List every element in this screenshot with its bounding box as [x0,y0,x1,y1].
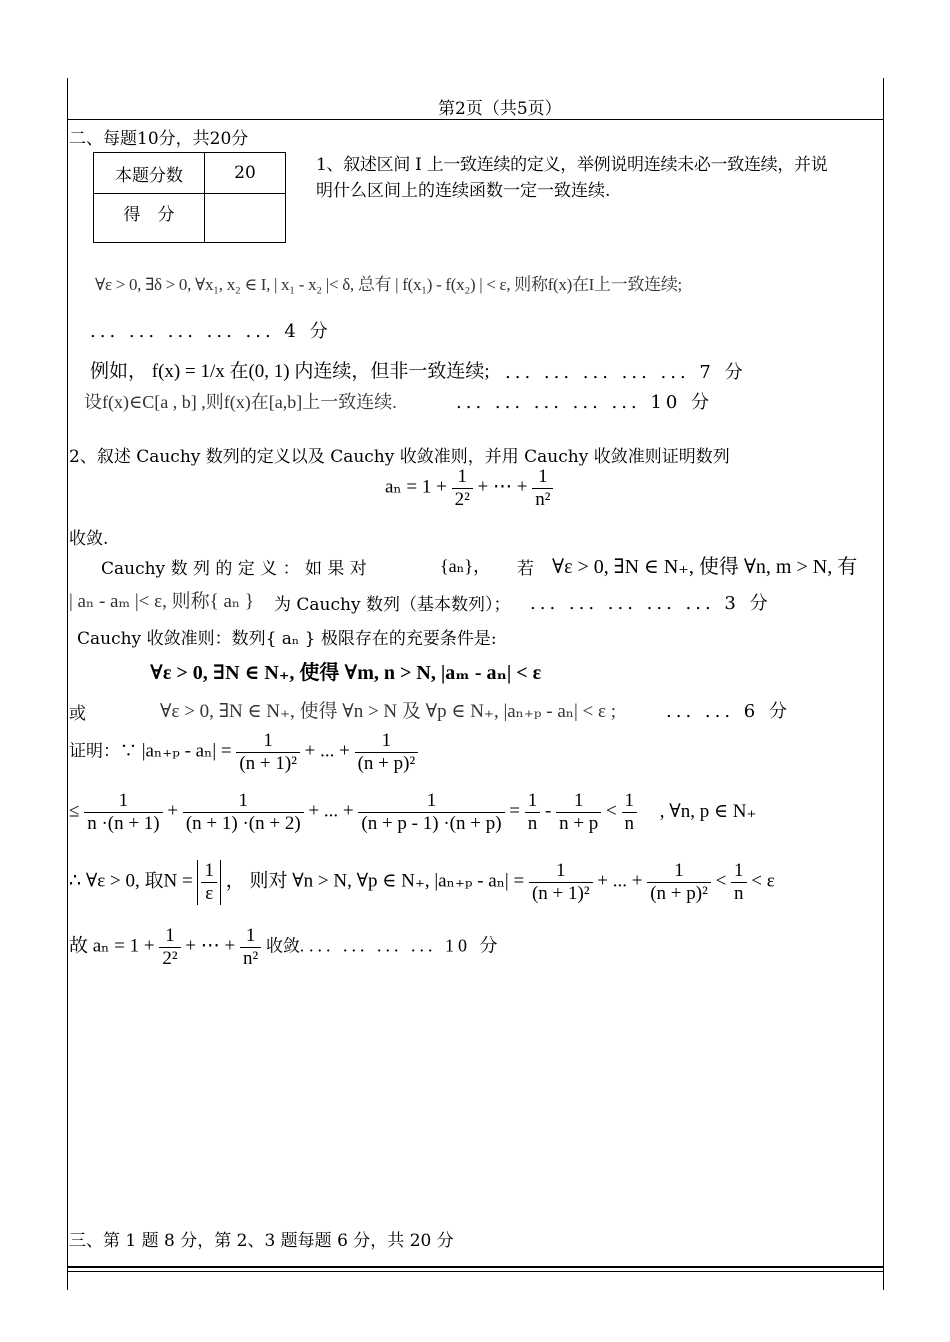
q2-converge-text: 收敛. [69,529,109,549]
page-label: 第2页（共5页） [438,99,562,119]
proof-line2 [69,790,757,835]
proof-l2-tail: , ∀n, p ∈ N₊ [659,800,757,822]
criterion-bold: ∀ε > 0, ∃N ∈ N₊, 使得 ∀m, n > N, |aₘ - aₙ| < ε [150,662,542,684]
proof-l3-f2-num: 1 [647,860,711,883]
q1-example: 例如， f(x) = 1/x 在(0, 1) 内连续，但非一致连续; [90,361,490,382]
proof-l3-f3-den: n [734,882,744,904]
right-border-line [883,78,884,1290]
criterion-or: 或 [69,704,86,724]
criterion-intro: Cauchy 收敛准则：数列{ aₙ } 极限存在的充要条件是: [77,629,497,649]
proof-l2-f4-den: n [527,812,538,834]
proof-l2-f1-den: n ·(n + 1) [87,812,160,834]
sequence-frac1-den: 2² [454,488,470,510]
proof-f2-den: (n + p)² [357,752,416,774]
proof-l3-mid: ， 则对 ∀n > N, ∀p ∈ N₊, |aₙ₊ₚ - aₙ| = [225,870,525,892]
proof-l2-minus: - [545,800,552,822]
proof-l2-f6-num: 1 [622,790,638,813]
conclusion-f1-num: 1 [159,925,180,948]
proof-l2-eq: = [509,800,520,822]
proof-l2-f3-den: (n + p - 1) ·(n + p) [361,812,502,834]
cauchy-def-line1-if: 若 [517,559,534,579]
score-table [93,152,286,243]
proof-l3-dots: + ... + [597,870,643,892]
proof-l2-dots: + ... + [308,800,354,822]
cauchy-def-line2-text: 为 Cauchy 数列（基本数列）； [274,595,511,615]
q1-prompt-line2: 明什么区间上的连续函数一定一致连续. [316,181,611,201]
proof-l2-f5-den: n + p [559,812,599,834]
label-points: 本题分数 [94,153,205,194]
proof-f1-den: (n + 1)² [239,752,297,774]
proof-l3-f2-den: (n + p)² [650,882,708,904]
cauchy-def-line1-math: ∀ε > 0, ∃N ∈ N₊, 使得 ∀n, m > N, 有 [552,556,858,578]
proof-l3-f1-num: 1 [529,860,593,883]
sequence-formula [385,466,553,511]
conclusion-head: 故 aₙ = 1 + [69,935,155,957]
proof-l3-lt: < [715,870,727,892]
q1-definition-score: ... ... ... ... ... 4 分 [90,321,332,342]
proof-line3 [69,860,775,905]
points-value: 20 [205,153,286,194]
conclusion-f2-den: n² [242,947,259,969]
label-score: 得 分 [94,194,205,243]
proof-l3-bracket-den: ε [205,882,214,904]
proof-l2-f1-num: 1 [84,790,162,813]
proof-l2-plus: + [167,800,179,822]
proof-l2-f5-num: 1 [556,790,601,813]
conclusion-f2-num: 1 [240,925,261,948]
cauchy-def-line1-text: Cauchy 数 列 的 定 义 ： 如 果 对 [101,559,367,579]
proof-l3-tail: < ε [751,870,775,892]
header-rule [68,119,883,120]
proof-plus-dots: + ... + [304,740,350,762]
cauchy-def-line2-math: | aₙ - aₘ |< ε, 则称{ aₙ } [69,591,255,612]
q1-theorem-score: ... ... ... ... ... 10 分 [456,392,714,413]
proof-label: 证明：∵ [69,741,137,761]
proof-f2-num: 1 [355,730,419,753]
sequence-frac2-den: n² [535,488,551,510]
section2-title: 二、每题10分，共20分 [69,129,249,149]
left-border-line [67,78,68,1290]
sequence-frac1-num: 1 [452,466,473,489]
proof-l2-f4-num: 1 [525,790,541,813]
conclusion-line [69,925,501,970]
proof-l2-lt: < [606,800,617,822]
proof-line3-head: ∴ ∀ε > 0, 取N = [69,870,193,892]
conclusion-f1-den: 2² [162,947,178,969]
q1-definition: ∀ε > 0, ∃δ > 0, ∀x₁, x₂ ∈ I, | x₁ - x₂ |< δ, 总有 | f(x₁) - f(x₂) | < ε, 则称f(x)在I上一致连续; [95,275,682,294]
criterion-score: ... ... 6 分 [666,701,791,722]
proof-line1 [69,730,418,775]
q1-theorem: 设f(x)∈C[a , b] ,则f(x)在[a,b]上一致连续. [84,392,397,412]
proof-l2-f2-num: 1 [183,790,304,813]
proof-line1-lhs: |aₙ₊ₚ - aₙ| = [141,740,232,762]
criterion-alt: ∀ε > 0, ∃N ∈ N₊, 使得 ∀n > N 及 ∀p ∈ N₊, |aₙ₊ₚ - aₙ| < ε ; [160,701,617,722]
proof-l2-f3-num: 1 [358,790,504,813]
conclusion-score: ... ... ... ... 10 分 [308,935,502,956]
section3-title: 三、第 1 题 8 分，第 2、3 题每题 6 分，共 20 分 [69,1231,454,1251]
sequence-mid: + ⋯ + [477,476,528,498]
footer-rule-1 [68,1266,883,1268]
proof-l3-bracket-num: 1 [201,860,217,883]
proof-l2-f6-den: n [624,812,635,834]
proof-l3-f1-den: (n + 1)² [531,882,590,904]
proof-l3-f3-num: 1 [731,860,747,883]
sequence-frac2-num: 1 [532,466,553,489]
proof-l2-f2-den: (n + 1) ·(n + 2) [185,812,301,834]
footer-rule-2 [68,1271,883,1272]
q2-prompt: 2、叙述 Cauchy 数列的定义以及 Cauchy 收敛准则，并用 Cauchy 收敛准则证明数列 [69,447,730,467]
sequence-lhs: aₙ = 1 + [385,476,447,498]
proof-line2-leq: ≤ [69,800,80,822]
score-value-field[interactable] [205,194,286,243]
q1-prompt-line1: 1、叙述区间 I 上一致连续的定义，举例说明连续未必一致连续，并说 [316,155,828,175]
conclusion-tail: 收敛. [265,936,305,956]
proof-f1-num: 1 [236,730,300,753]
conclusion-mid: + ⋯ + [185,935,236,957]
cauchy-def-score: ... ... ... ... ... 3 分 [530,593,772,614]
cauchy-def-line1-seq: {aₙ}， [440,556,492,576]
q1-example-score: ... ... ... ... ... 7 分 [505,362,747,383]
